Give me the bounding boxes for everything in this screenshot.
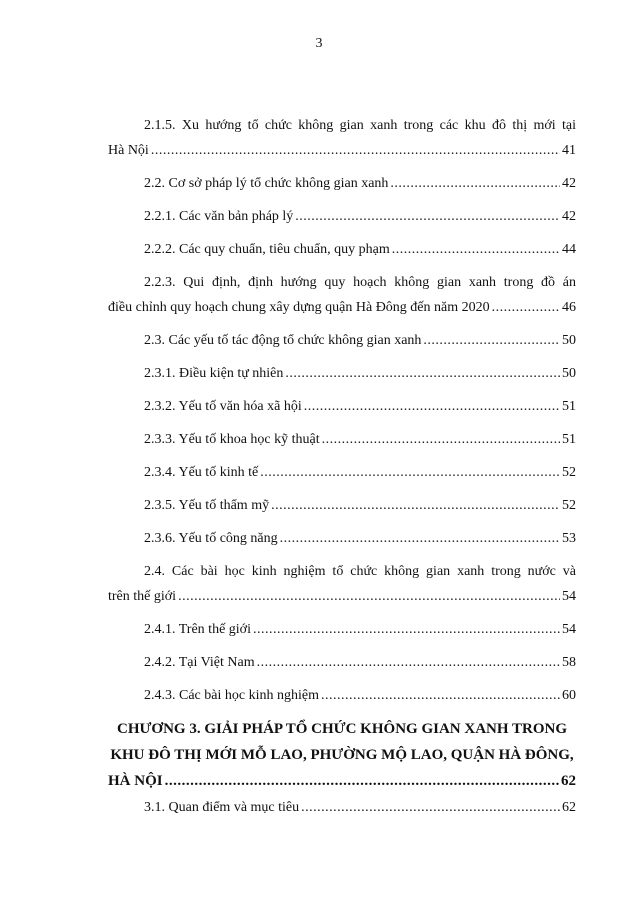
toc-page-number: 42 (562, 209, 576, 224)
toc-entry-2-3-3[interactable] (108, 432, 576, 448)
dot-leader (301, 800, 560, 816)
toc-page-number: 50 (562, 366, 576, 381)
toc-page-number: 42 (562, 176, 576, 191)
dot-leader (392, 242, 560, 258)
toc-page-number: 60 (562, 688, 576, 703)
dot-leader (280, 531, 560, 547)
toc-entry-title: 2.3.6. Yếu tố công năng (144, 531, 278, 546)
toc-entry-3-1[interactable] (108, 800, 576, 816)
toc-entry-title-line2: trên thế giới (108, 589, 177, 604)
toc-entry-title-line2: Hà Nội (108, 143, 149, 158)
dot-leader (492, 300, 560, 316)
toc-entry-2-4-1[interactable] (108, 622, 576, 638)
dot-leader (304, 399, 560, 415)
toc-page-number: 46 (562, 300, 576, 315)
chapter-title-line1: CHƯƠNG 3. GIẢI PHÁP TỔ CHỨC KHÔNG GIAN XANH TRONG (116, 721, 568, 737)
toc-page-number: 52 (562, 465, 576, 480)
toc-page-number: 51 (562, 432, 576, 447)
dot-leader (390, 176, 560, 192)
toc-entry-title-line1: 2.1.5. Xu hướng tổ chức không gian xanh trong các khu đô thị mới tại (144, 118, 576, 133)
toc-entry-2-2-1[interactable] (108, 209, 576, 225)
toc-page-number: 52 (562, 498, 576, 513)
toc-entry-2-4-3[interactable] (108, 688, 576, 704)
toc-entry-2-3-1[interactable] (108, 366, 576, 382)
toc-entry-2-2-3[interactable] (108, 275, 576, 316)
toc-entry-title-line1: 2.2.3. Qui định, định hướng quy hoạch không gian xanh trong đồ án (144, 275, 576, 290)
toc-page-number: 41 (562, 143, 576, 158)
toc-entry-title: 2.3.3. Yếu tố khoa học kỹ thuật (144, 432, 320, 447)
toc-page-number: 54 (562, 622, 576, 637)
toc-page-number: 50 (562, 333, 576, 348)
toc-page-number: 54 (562, 589, 576, 604)
toc-entry-title: 2.4.2. Tại Việt Nam (144, 655, 255, 670)
toc-entry-title: 2.2. Cơ sở pháp lý tổ chức không gian xanh (144, 176, 389, 191)
toc-entry-title: 3.1. Quan điểm và mục tiêu (144, 800, 300, 815)
toc-page-number: 51 (562, 399, 576, 414)
toc-entry-title: 2.3.2. Yếu tố văn hóa xã hội (144, 399, 302, 414)
toc-entry-title: 2.2.1. Các văn bản pháp lý (144, 209, 294, 224)
toc-entry-title: 2.2.2. Các quy chuẩn, tiêu chuẩn, quy phạm (144, 242, 390, 257)
dot-leader (257, 655, 560, 671)
chapter-title-line2: KHU ĐÔ THỊ MỚI MỖ LAO, PHƯỜNG MỘ LAO, QUẬN HÀ ĐÔNG, (110, 747, 574, 763)
toc-entry-title: 2.4.3. Các bài học kinh nghiệm (144, 688, 319, 703)
toc-entry-title: 2.3. Các yếu tố tác động tổ chức không gian xanh (144, 333, 422, 348)
dot-leader (260, 465, 560, 481)
toc-entry-title: 2.4.1. Trên thế giới (144, 622, 251, 637)
toc-entry-title: 2.3.1. Điều kiện tự nhiên (144, 366, 284, 381)
page-number: 3 (315, 36, 323, 51)
toc-entry-title-line1: 2.4. Các bài học kinh nghiệm tổ chức không gian xanh trong nước và (144, 564, 576, 579)
dot-leader (295, 209, 560, 225)
dot-leader (322, 432, 560, 448)
dot-leader (321, 688, 560, 704)
dot-leader (271, 498, 560, 514)
toc-page-number: 62 (561, 773, 576, 789)
toc-entry-2-2-2[interactable] (108, 242, 576, 258)
table-of-contents (108, 118, 576, 833)
toc-chapter-3[interactable] (108, 721, 576, 790)
dot-leader (151, 143, 560, 159)
toc-entry-2-3-6[interactable] (108, 531, 576, 547)
toc-entry-title-line2: điều chỉnh quy hoạch chung xây dựng quận Hà Đông đến năm 2020 (108, 300, 490, 315)
toc-entry-2-4-2[interactable] (108, 655, 576, 671)
toc-entry-2-1-5[interactable] (108, 118, 576, 159)
dot-leader (165, 773, 559, 790)
toc-entry-2-4[interactable] (108, 564, 576, 605)
toc-entry-title: 2.3.5. Yếu tố thẩm mỹ (144, 498, 270, 513)
chapter-title-line3: HÀ NỘI (108, 773, 163, 789)
toc-entry-2-2[interactable] (108, 176, 576, 192)
toc-page-number: 58 (562, 655, 576, 670)
dot-leader (178, 589, 560, 605)
toc-page-number: 44 (562, 242, 576, 257)
toc-entry-2-3-4[interactable] (108, 465, 576, 481)
toc-entry-title: 2.3.4. Yếu tố kinh tế (144, 465, 259, 480)
dot-leader (253, 622, 560, 638)
toc-entry-2-3-2[interactable] (108, 399, 576, 415)
toc-entry-2-3[interactable] (108, 333, 576, 349)
dot-leader (423, 333, 560, 349)
toc-entry-2-3-5[interactable] (108, 498, 576, 514)
toc-page-number: 62 (562, 800, 576, 815)
dot-leader (285, 366, 560, 382)
toc-page-number: 53 (562, 531, 576, 546)
